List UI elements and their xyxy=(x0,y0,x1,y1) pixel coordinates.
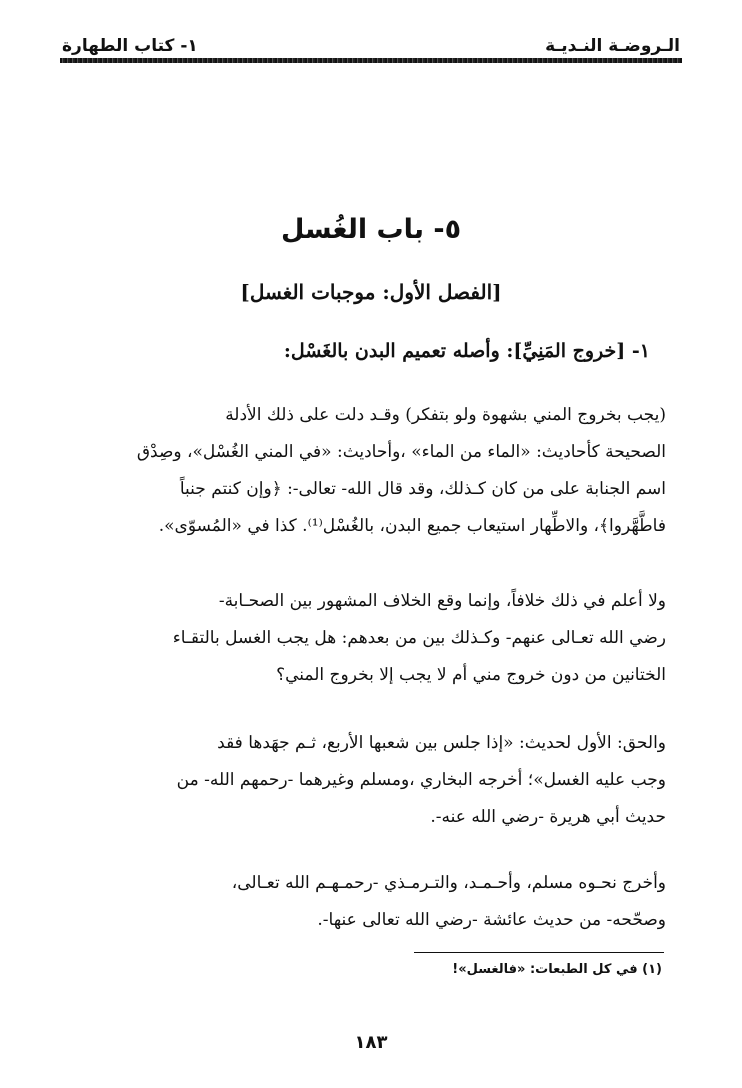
paragraph-1 xyxy=(70,397,666,545)
text-line: (يجب بخروج المني بشهوة ولو بتفكر) وقـد دلت على ذلك الأدلة xyxy=(225,405,666,425)
text-line: الصحيحة كأحاديث: «الماء من الماء» ،وأحاديث: «في المني الغُسْل»، وصِدْق xyxy=(136,442,666,462)
running-header xyxy=(62,30,680,56)
paragraph-2 xyxy=(70,583,666,694)
paragraph-4 xyxy=(70,865,666,939)
text-line: ولا أعلم في ذلك خلافاً، وإنما وقع الخلاف المشهور بين الصحـابة- xyxy=(218,591,666,611)
header-rule xyxy=(60,58,682,63)
text-line: الختانين من دون خروج مني أم لا يجب إلا بخروج المني؟ xyxy=(276,665,666,685)
text-line: وأخرج نحـوه مسلم، وأحـمـد، والتـرمـذي -رحمـهـم الله تعـالى، xyxy=(231,873,666,893)
footnote-rule xyxy=(414,952,664,953)
text-line: حديث أبي هريرة -رضي الله عنه-. xyxy=(430,807,666,827)
text-line: اسم الجنابة على من كان كـذلك، وقد قال الله- تعالى-: ﴿وإن كنتم جنباً xyxy=(179,479,666,499)
text-line: رضي الله تعـالى عنهم- وكـذلك بين من بعدهم: هل يجب الغسل بالتقـاء xyxy=(172,628,666,648)
chapter-reference: ١- كتاب الطهارة xyxy=(62,36,198,56)
chapter-title: ٥- باب الغُسل xyxy=(280,214,462,245)
page-number: ١٨٣ xyxy=(354,1032,388,1053)
footnote: (١) في كل الطبعات: «فالغسل»! xyxy=(452,962,662,977)
paragraph-3 xyxy=(70,725,666,836)
item-heading: ١- [خروج المَنِيِّ]: وأصله تعميم البدن بالغَسْل: xyxy=(283,340,650,362)
text-line: وصحّحه- من حديث عائشة -رضي الله تعالى عنها-. xyxy=(317,910,666,930)
text-line: فاطَّهَّروا﴾، والاطِّهار استيعاب جميع البدن، بالغُسْل⁽¹⁾. كذا في «المُسوّى». xyxy=(158,516,666,536)
book-title: الـروضـة النـديـة xyxy=(545,36,680,56)
section-title: [الفصل الأول: موجبات الغسل] xyxy=(240,280,502,304)
text-line: والحق: الأول لحديث: «إذا جلس بين شعبها الأربع، ثـم جهَدها فقد xyxy=(217,733,666,753)
text-line: وجب عليه الغسل»؛ أخرجه البخاري ،ومسلم وغيرهما -رحمهم الله- من xyxy=(176,770,666,790)
